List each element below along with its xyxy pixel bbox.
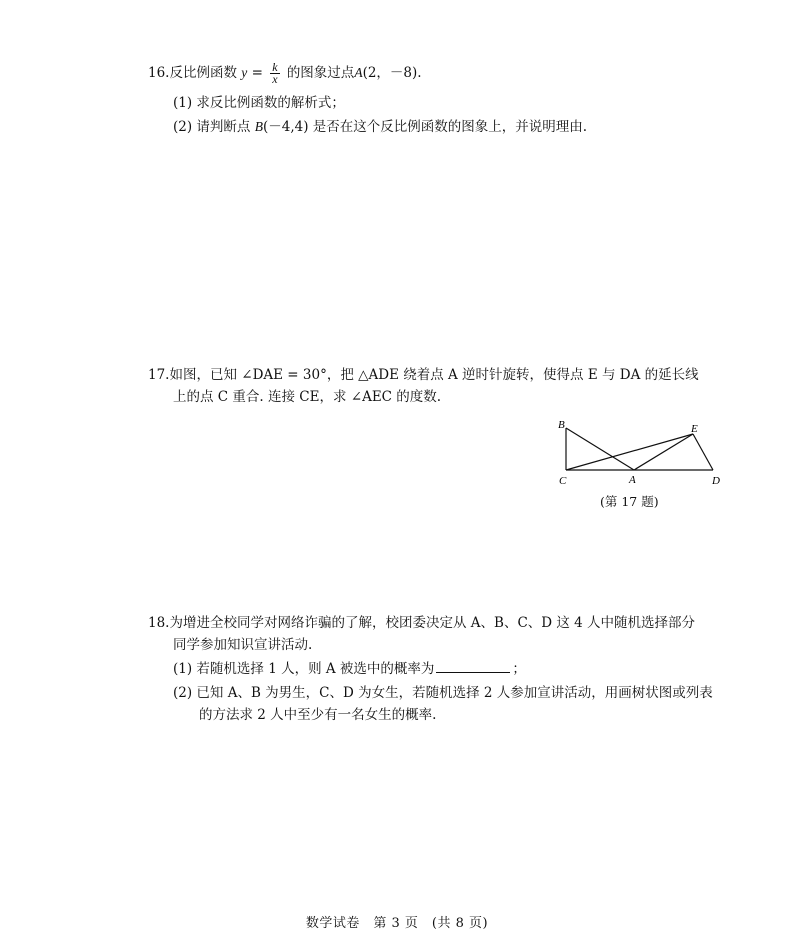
q17-figure-caption: (第 17 题) xyxy=(600,494,659,509)
label-c: C xyxy=(559,475,567,487)
q16-eq-sign: = xyxy=(251,65,263,81)
q16-point-a: A xyxy=(354,65,363,80)
q18-sub1-pre: (1) 若随机选择 1 人，则 A 被选中的概率为 xyxy=(173,661,435,677)
q18-sub2-line2: 的方法求 2 人中至少有一名女生的概率. xyxy=(199,707,437,723)
q17-line1-text: 如图，已知 ∠DAE = 30°，把 △ADE 绕着点 A 逆时针旋转，使得点 E 与 DA 的延长线 xyxy=(169,367,699,383)
q17-line1 xyxy=(148,366,699,384)
segment-ae xyxy=(634,434,693,470)
label-e: E xyxy=(691,423,698,435)
q18-number: 18. xyxy=(148,615,170,631)
q16-stem-post: 的图象过点 xyxy=(286,65,355,81)
q16-eq-lhs: y xyxy=(241,65,248,80)
q18-answer-blank[interactable] xyxy=(436,660,510,673)
q17-figure xyxy=(550,412,730,490)
q16-number: 16. xyxy=(148,65,170,81)
q18-line2: 同学参加知识宣讲活动. xyxy=(173,637,313,653)
q17-number: 17. xyxy=(148,367,170,383)
q16-frac-den: x xyxy=(272,72,278,86)
q17-line2: 上的点 C 重合. 连接 CE，求 ∠AEC 的度数. xyxy=(173,389,442,405)
q16-sub2-post: (－4,4) 是否在这个反比例函数的图象上，并说明理由. xyxy=(262,119,588,135)
label-b: B xyxy=(558,419,565,431)
q16-stem-pre: 反比例函数 xyxy=(169,65,237,81)
segment-ed xyxy=(693,434,713,470)
q16-sub2-pre: (2) 请判断点 xyxy=(173,119,251,135)
label-d: D xyxy=(712,475,720,487)
q16-sub2 xyxy=(173,118,587,136)
q18-sub1-post: ； xyxy=(512,661,526,677)
label-a: A xyxy=(629,474,636,486)
q16-stem xyxy=(148,62,422,85)
q18-sub1 xyxy=(173,660,526,678)
q18-line1 xyxy=(148,614,695,632)
q16-point-a-coords: (2，－8). xyxy=(362,65,422,81)
q16-point-b: B xyxy=(254,119,263,134)
q18-line1-text: 为增进全校同学对网络诈骗的了解，校团委决定从 A、B、C、D 这 4 人中随机选择部分 xyxy=(169,615,696,631)
q16-fraction xyxy=(270,62,279,85)
q16-frac-num: k xyxy=(272,60,278,74)
q18-sub2-line1: (2) 已知 A、B 为男生，C、D 为女生，若随机选择 2 人参加宣讲活动，用画树状图或列表 xyxy=(173,685,713,701)
page-footer: 数学试卷 第 3 页 (共 8 页) xyxy=(305,916,489,931)
segment-ba xyxy=(566,428,634,470)
q16-sub1: (1) 求反比例函数的解析式； xyxy=(173,95,345,111)
